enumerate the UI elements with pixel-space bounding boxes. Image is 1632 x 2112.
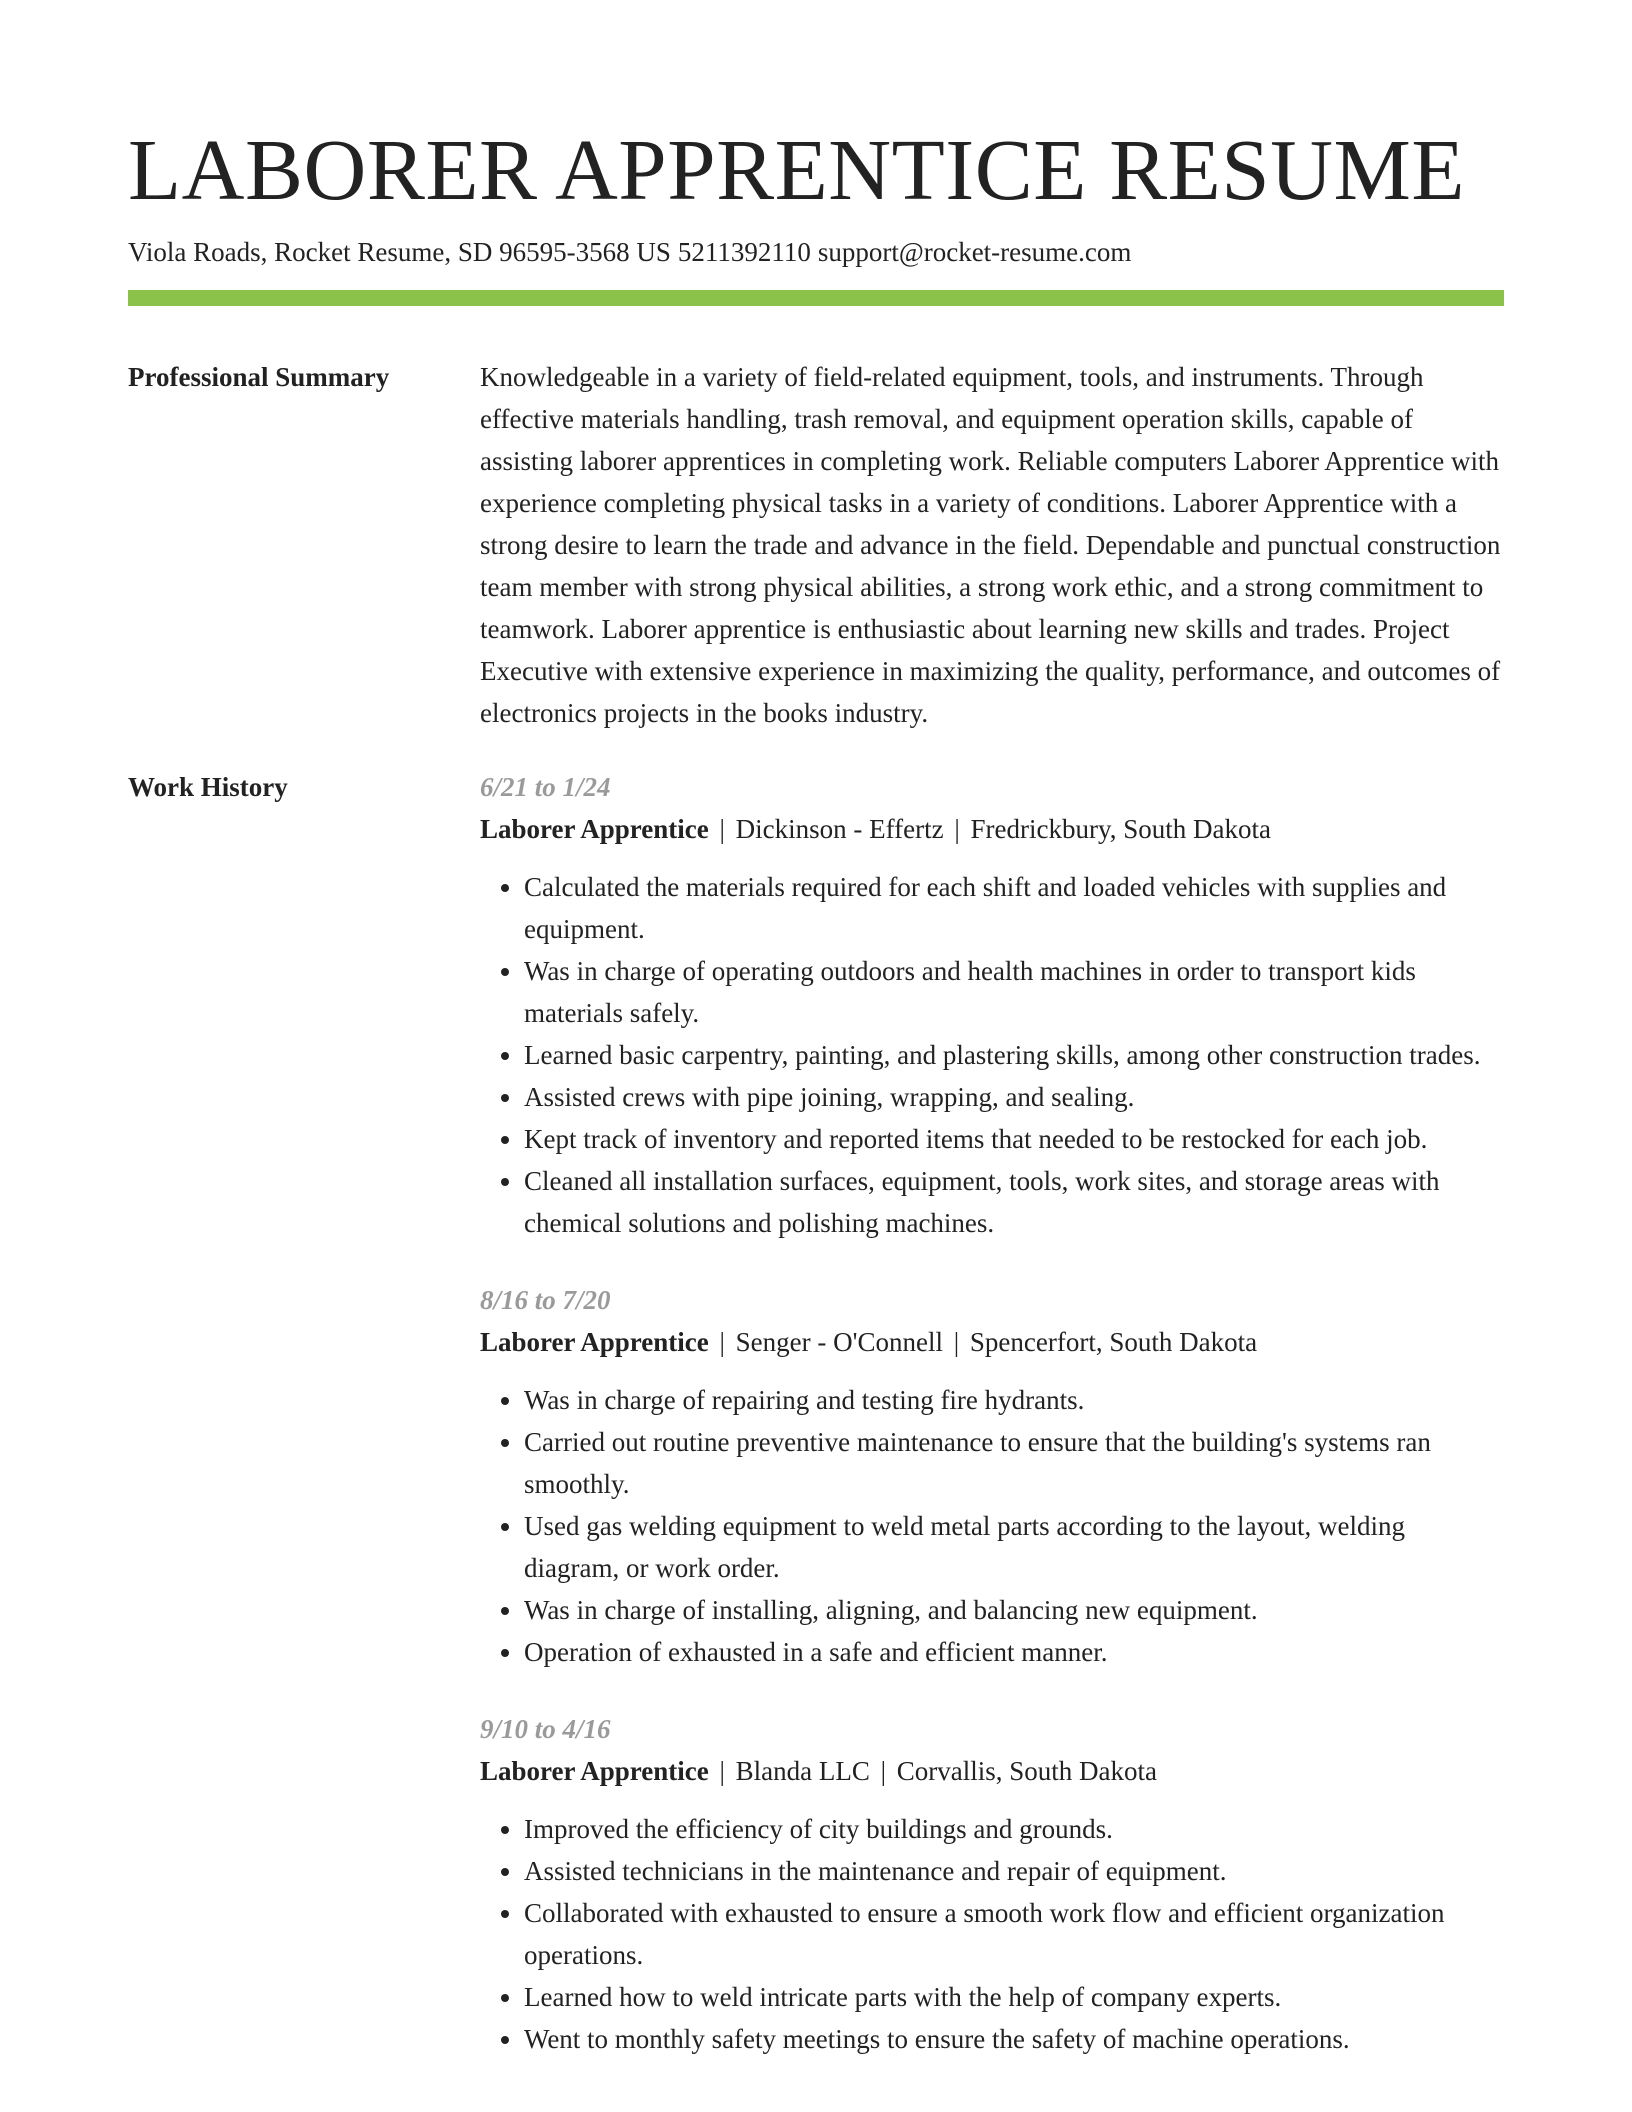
job-company: Dickinson - Effertz [735, 814, 944, 844]
job-entry [480, 1279, 1504, 1673]
resume-page [128, 0, 1504, 2095]
job-bullet: • Assisted technicians in the maintenance and repair of equipment. [524, 1850, 1504, 1892]
job-bullet: • Learned basic carpentry, painting, and plastering skills, among other construction trades. [524, 1034, 1504, 1076]
work-history-body [480, 766, 1504, 2095]
job-bullet: • Learned how to weld intricate parts with the help of company experts. [524, 1976, 1504, 2018]
separator: | [873, 1756, 893, 1786]
job-bullet: • Calculated the materials required for each shift and loaded vehicles with supplies and equipment. [524, 866, 1504, 950]
contact-phone: 5211392110 [677, 237, 811, 267]
job-title: Laborer Apprentice [480, 1756, 709, 1786]
header-divider [128, 290, 1504, 306]
job-bullet: • Assisted crews with pipe joining, wrapping, and sealing. [524, 1076, 1504, 1118]
job-dates: 9/10 to 4/16 [480, 1714, 611, 1744]
job-bullets [480, 866, 1504, 1244]
separator: | [947, 814, 967, 844]
job-company: Blanda LLC [735, 1756, 870, 1786]
job-bullet: • Was in charge of repairing and testing fire hydrants. [524, 1379, 1504, 1421]
contact-email: support@rocket-resume.com [817, 237, 1132, 267]
separator: | [712, 1327, 732, 1357]
job-bullet: • Operation of exhausted in a safe and efficient manner. [524, 1631, 1504, 1673]
job-bullet: • Kept track of inventory and reported items that needed to be restocked for each job. [524, 1118, 1504, 1160]
job-bullets [480, 1808, 1504, 2060]
job-bullet: • Collaborated with exhausted to ensure a smooth work flow and efficient organization operations. [524, 1892, 1504, 1976]
job-location: Spencerfort, South Dakota [969, 1327, 1258, 1357]
summary-text: Knowledgeable in a variety of field-related equipment, tools, and instruments. Through effective materials handling, trash removal, and equipment operation skills, capable of assisting laborer apprentices in completing work. Reliable computers Laborer Apprentice with experience completing physical tasks in a variety of conditions. Laborer Apprentice with a strong desire to learn the trade and advance in the field. Dependable and punctual construction team member with strong physical abilities, a strong work ethic, and a strong commitment to teamwork. Laborer apprentice is enthusiastic about learning new skills and trades. Project Executive with extensive experience in maximizing the quality, performance, and outcomes of electronics projects in the books industry. [480, 362, 1501, 728]
job-bullets [480, 1379, 1504, 1673]
job-dates: 8/16 to 7/20 [480, 1285, 611, 1315]
job-heading [480, 1750, 1504, 1792]
job-bullet: • Went to monthly safety meetings to ensure the safety of machine operations. [524, 2018, 1504, 2060]
job-heading [480, 808, 1504, 850]
section-label-work: Work History [128, 772, 288, 802]
job-company: Senger - O'Connell [735, 1327, 943, 1357]
job-location: Fredrickbury, South Dakota [970, 814, 1271, 844]
job-title: Laborer Apprentice [480, 814, 709, 844]
job-bullet: • Was in charge of operating outdoors and health machines in order to transport kids materials safely. [524, 950, 1504, 1034]
job-bullet: • Used gas welding equipment to weld metal parts according to the layout, welding diagram, or work order. [524, 1505, 1504, 1589]
resume-title: LABORER APPRENTICE RESUME [128, 121, 1465, 218]
job-heading [480, 1321, 1504, 1363]
job-bullet: • Was in charge of installing, aligning, and balancing new equipment. [524, 1589, 1504, 1631]
job-entry [480, 1708, 1504, 2060]
contact-address: Viola Roads, Rocket Resume, SD 96595-3568 US [128, 237, 671, 267]
professional-summary-section [128, 356, 1504, 734]
job-bullet: • Cleaned all installation surfaces, equipment, tools, work sites, and storage areas with chemical solutions and polishing machines. [524, 1160, 1504, 1244]
job-title: Laborer Apprentice [480, 1327, 709, 1357]
job-bullet: • Improved the efficiency of city buildings and grounds. [524, 1808, 1504, 1850]
job-bullet: • Carried out routine preventive maintenance to ensure that the building's systems ran smoothly. [524, 1421, 1504, 1505]
separator: | [712, 1756, 732, 1786]
job-entry [480, 766, 1504, 1244]
section-label-summary: Professional Summary [128, 362, 390, 392]
contact-line [128, 234, 1504, 270]
separator: | [946, 1327, 966, 1357]
work-history-section [128, 766, 1504, 2095]
separator: | [712, 814, 732, 844]
job-dates: 6/21 to 1/24 [480, 772, 611, 802]
job-location: Corvallis, South Dakota [896, 1756, 1158, 1786]
summary-body [480, 356, 1504, 734]
